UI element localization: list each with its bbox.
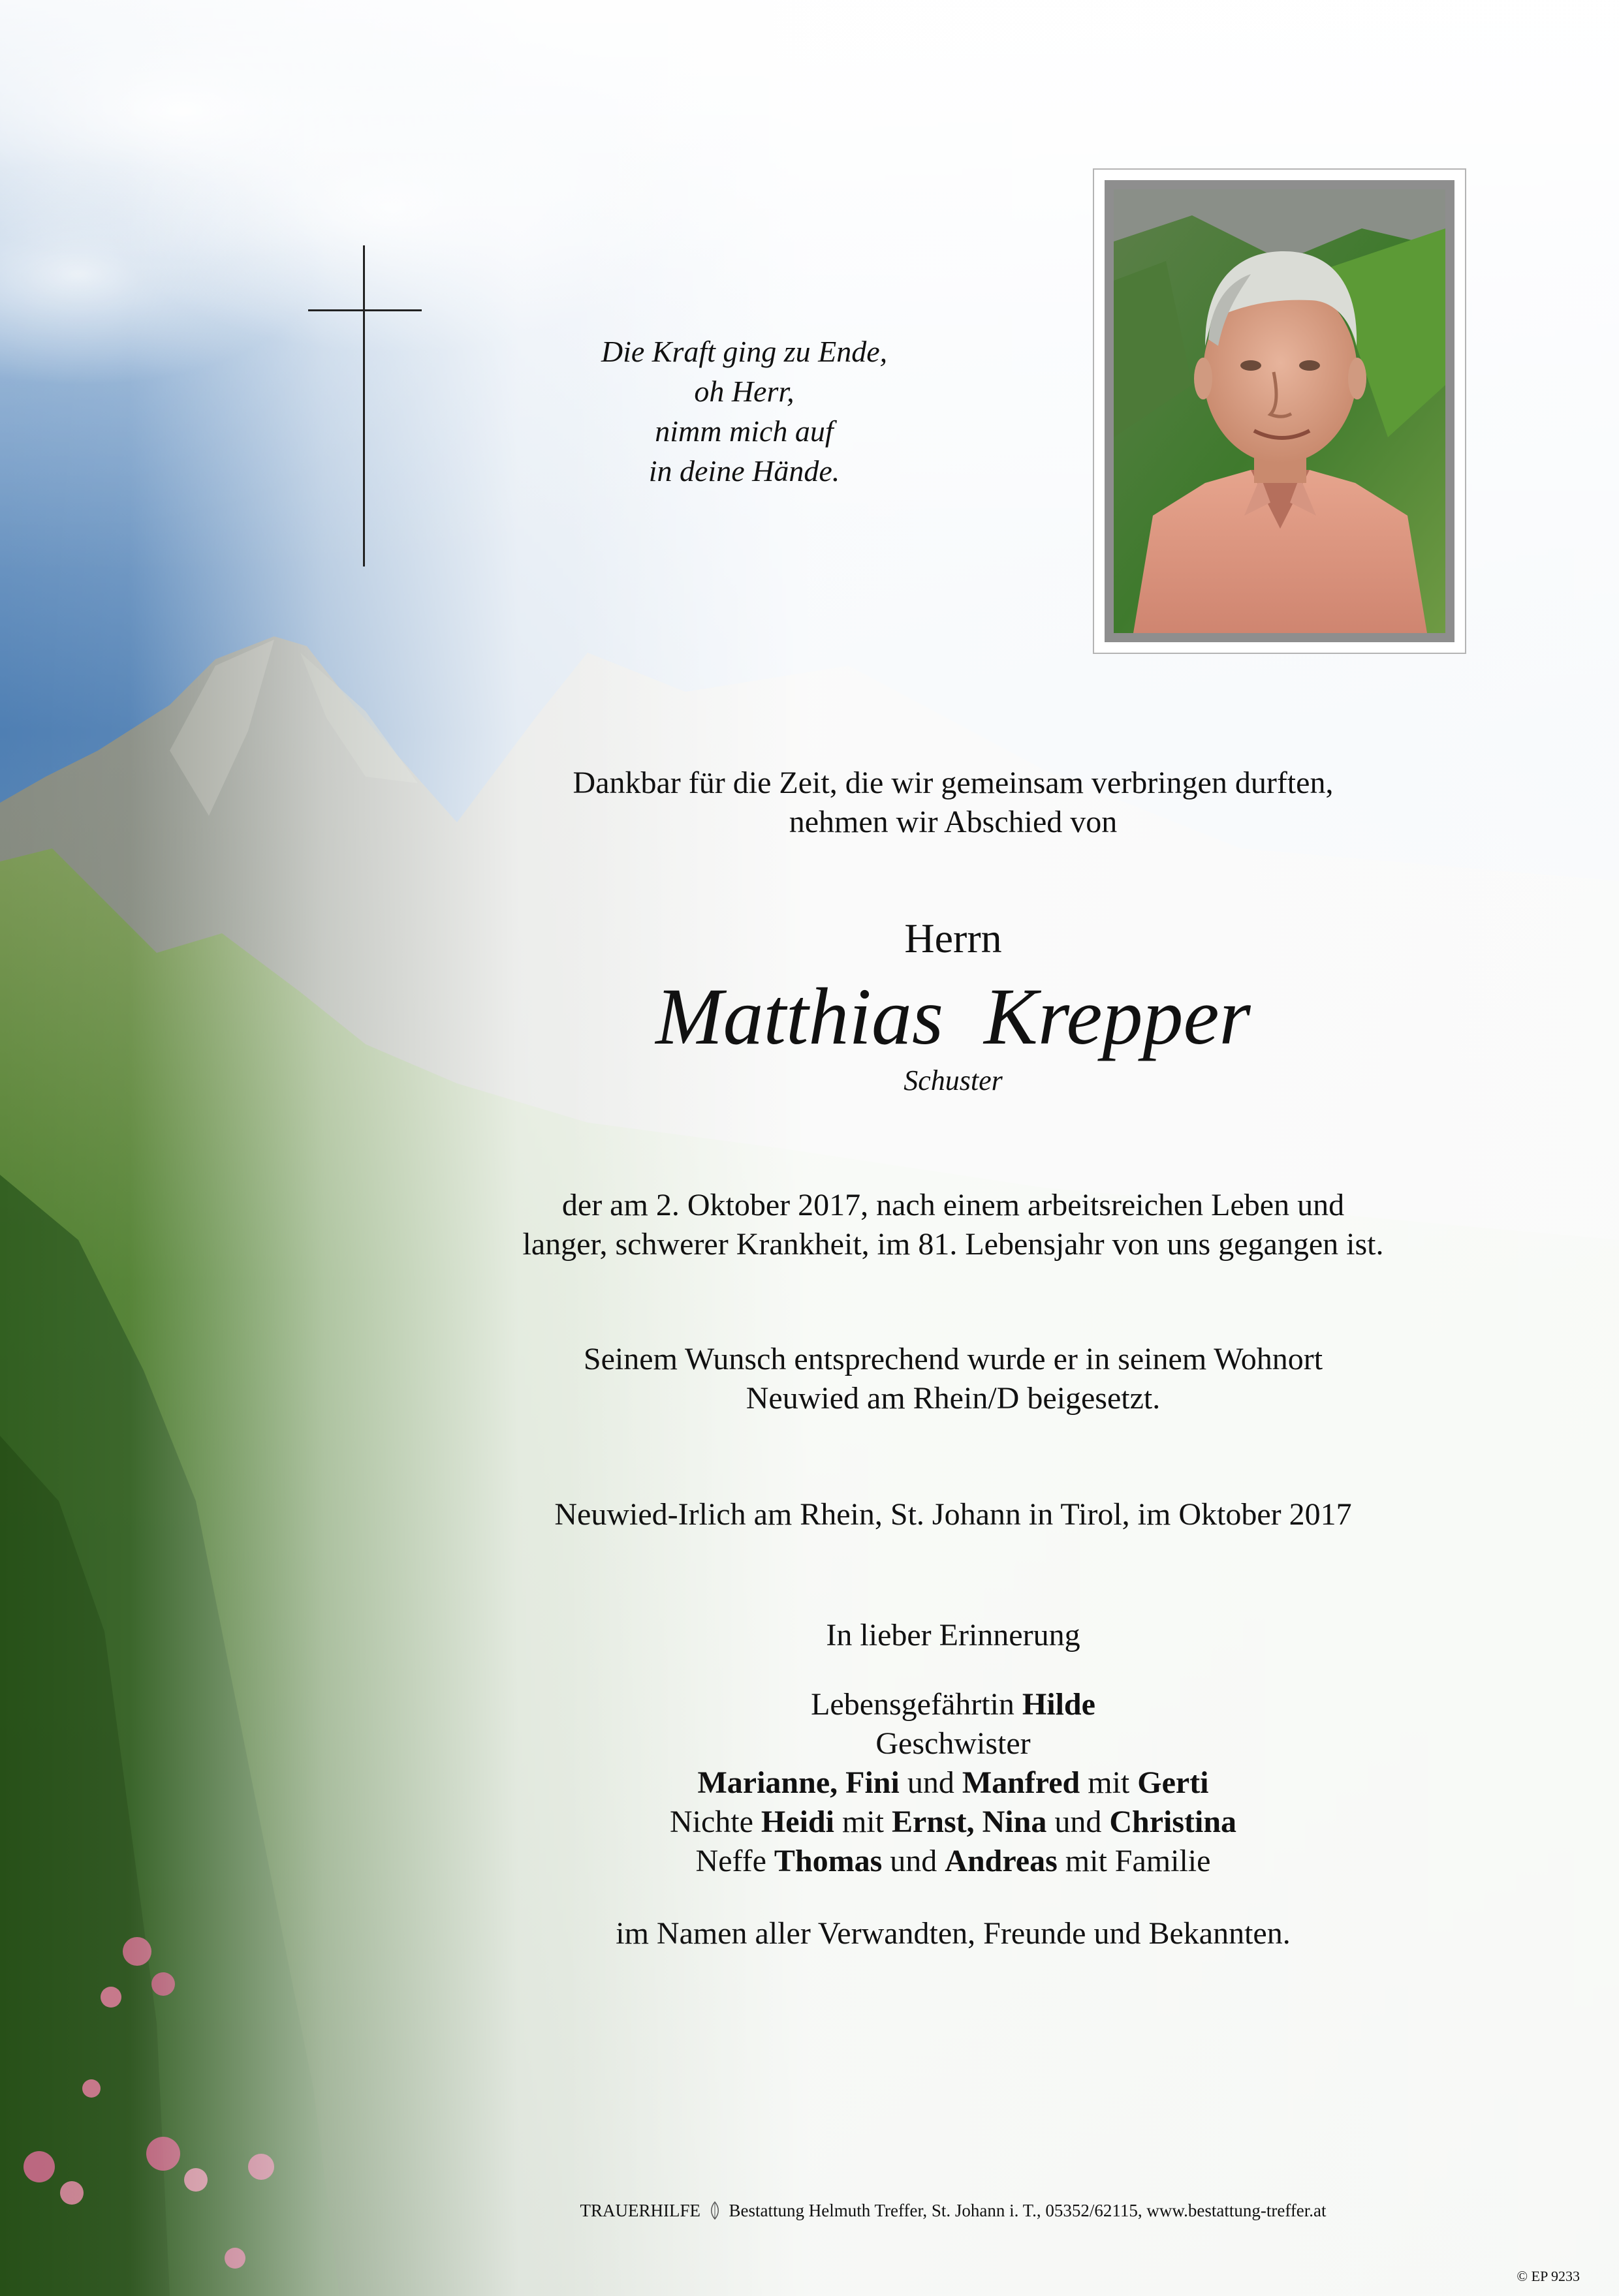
family-text: und [882, 1844, 945, 1878]
family-text: und [899, 1765, 962, 1800]
family-name: Manfred [962, 1765, 1080, 1800]
family-text: mit [1080, 1765, 1138, 1800]
family-name: Andreas [945, 1844, 1058, 1878]
intro-line: Dankbar für die Zeit, die wir gemeinsam verbringen durften, [573, 766, 1334, 800]
family-text: Neffe [695, 1844, 774, 1878]
family-text: Lebensgefährtin [811, 1687, 1022, 1722]
footer-brand: TRAUERHILFE [580, 2201, 700, 2220]
intro-line: nehmen wir Abschied von [789, 805, 1118, 839]
footer-text: Bestattung Helmuth Treffer, St. Johann i. T., 05352/62115, www.bestattung-treffer.at [729, 2201, 1327, 2220]
verse [509, 332, 979, 491]
death-notice [392, 1186, 1515, 1264]
verse-line: in deine Hände. [648, 454, 840, 488]
place-date: Neuwied-Irlich am Rhein, St. Johann in Tirol, im Oktober 2017 [554, 1497, 1352, 1532]
family-name: Marianne, Fini [697, 1765, 900, 1800]
death-notice-line: der am 2. Oktober 2017, nach einem arbeitsreichen Leben und [561, 1188, 1345, 1222]
death-notice-line: langer, schwerer Krankheit, im 81. Lebensjahr von uns gegangen ist. [522, 1227, 1384, 1262]
portrait-mat [1105, 180, 1454, 642]
family-line [392, 1724, 1515, 1763]
deceased-title: Schuster [904, 1064, 1003, 1096]
family-list [392, 1685, 1515, 1881]
portrait-photo [1114, 189, 1445, 633]
family-line [392, 1842, 1515, 1881]
verse-line: nimm mich auf [655, 414, 834, 448]
family-name: Gerti [1137, 1765, 1209, 1800]
family-name: Hilde [1022, 1687, 1095, 1722]
family-name: Thomas [774, 1844, 883, 1878]
closing-line: im Namen aller Verwandten, Freunde und Bekannten. [616, 1916, 1291, 1951]
memory-heading: In lieber Erinnerung [826, 1618, 1080, 1652]
family-text: Nichte [669, 1805, 761, 1839]
intro-text [392, 764, 1515, 842]
family-name: Ernst, Nina [891, 1805, 1047, 1839]
family-line [392, 1685, 1515, 1724]
family-text: Geschwister [875, 1726, 1031, 1761]
family-line [392, 1803, 1515, 1842]
deceased-name: Matthias Krepper [655, 972, 1251, 1061]
leaf-icon [709, 2201, 721, 2220]
footer [392, 2199, 1515, 2222]
cross-icon-vertical [363, 245, 365, 566]
family-text: und [1046, 1805, 1110, 1839]
family-line [392, 1763, 1515, 1803]
family-text: mit Familie [1057, 1844, 1211, 1878]
burial-line: Neuwied am Rhein/D beigesetzt. [746, 1381, 1161, 1416]
burial-notice [392, 1340, 1515, 1418]
salutation: Herrn [904, 915, 1002, 961]
family-text: mit [834, 1805, 892, 1839]
product-code: © EP 9233 [1517, 2268, 1580, 2284]
family-name: Heidi [761, 1805, 834, 1839]
cross-icon-horizontal [308, 309, 422, 311]
burial-line: Seinem Wunsch entsprechend wurde er in seinem Wohnort [583, 1342, 1323, 1376]
family-name: Christina [1109, 1805, 1237, 1839]
verse-line: Die Kraft ging zu Ende, [601, 335, 888, 368]
verse-line: oh Herr, [694, 375, 794, 408]
portrait-frame [1093, 168, 1466, 654]
